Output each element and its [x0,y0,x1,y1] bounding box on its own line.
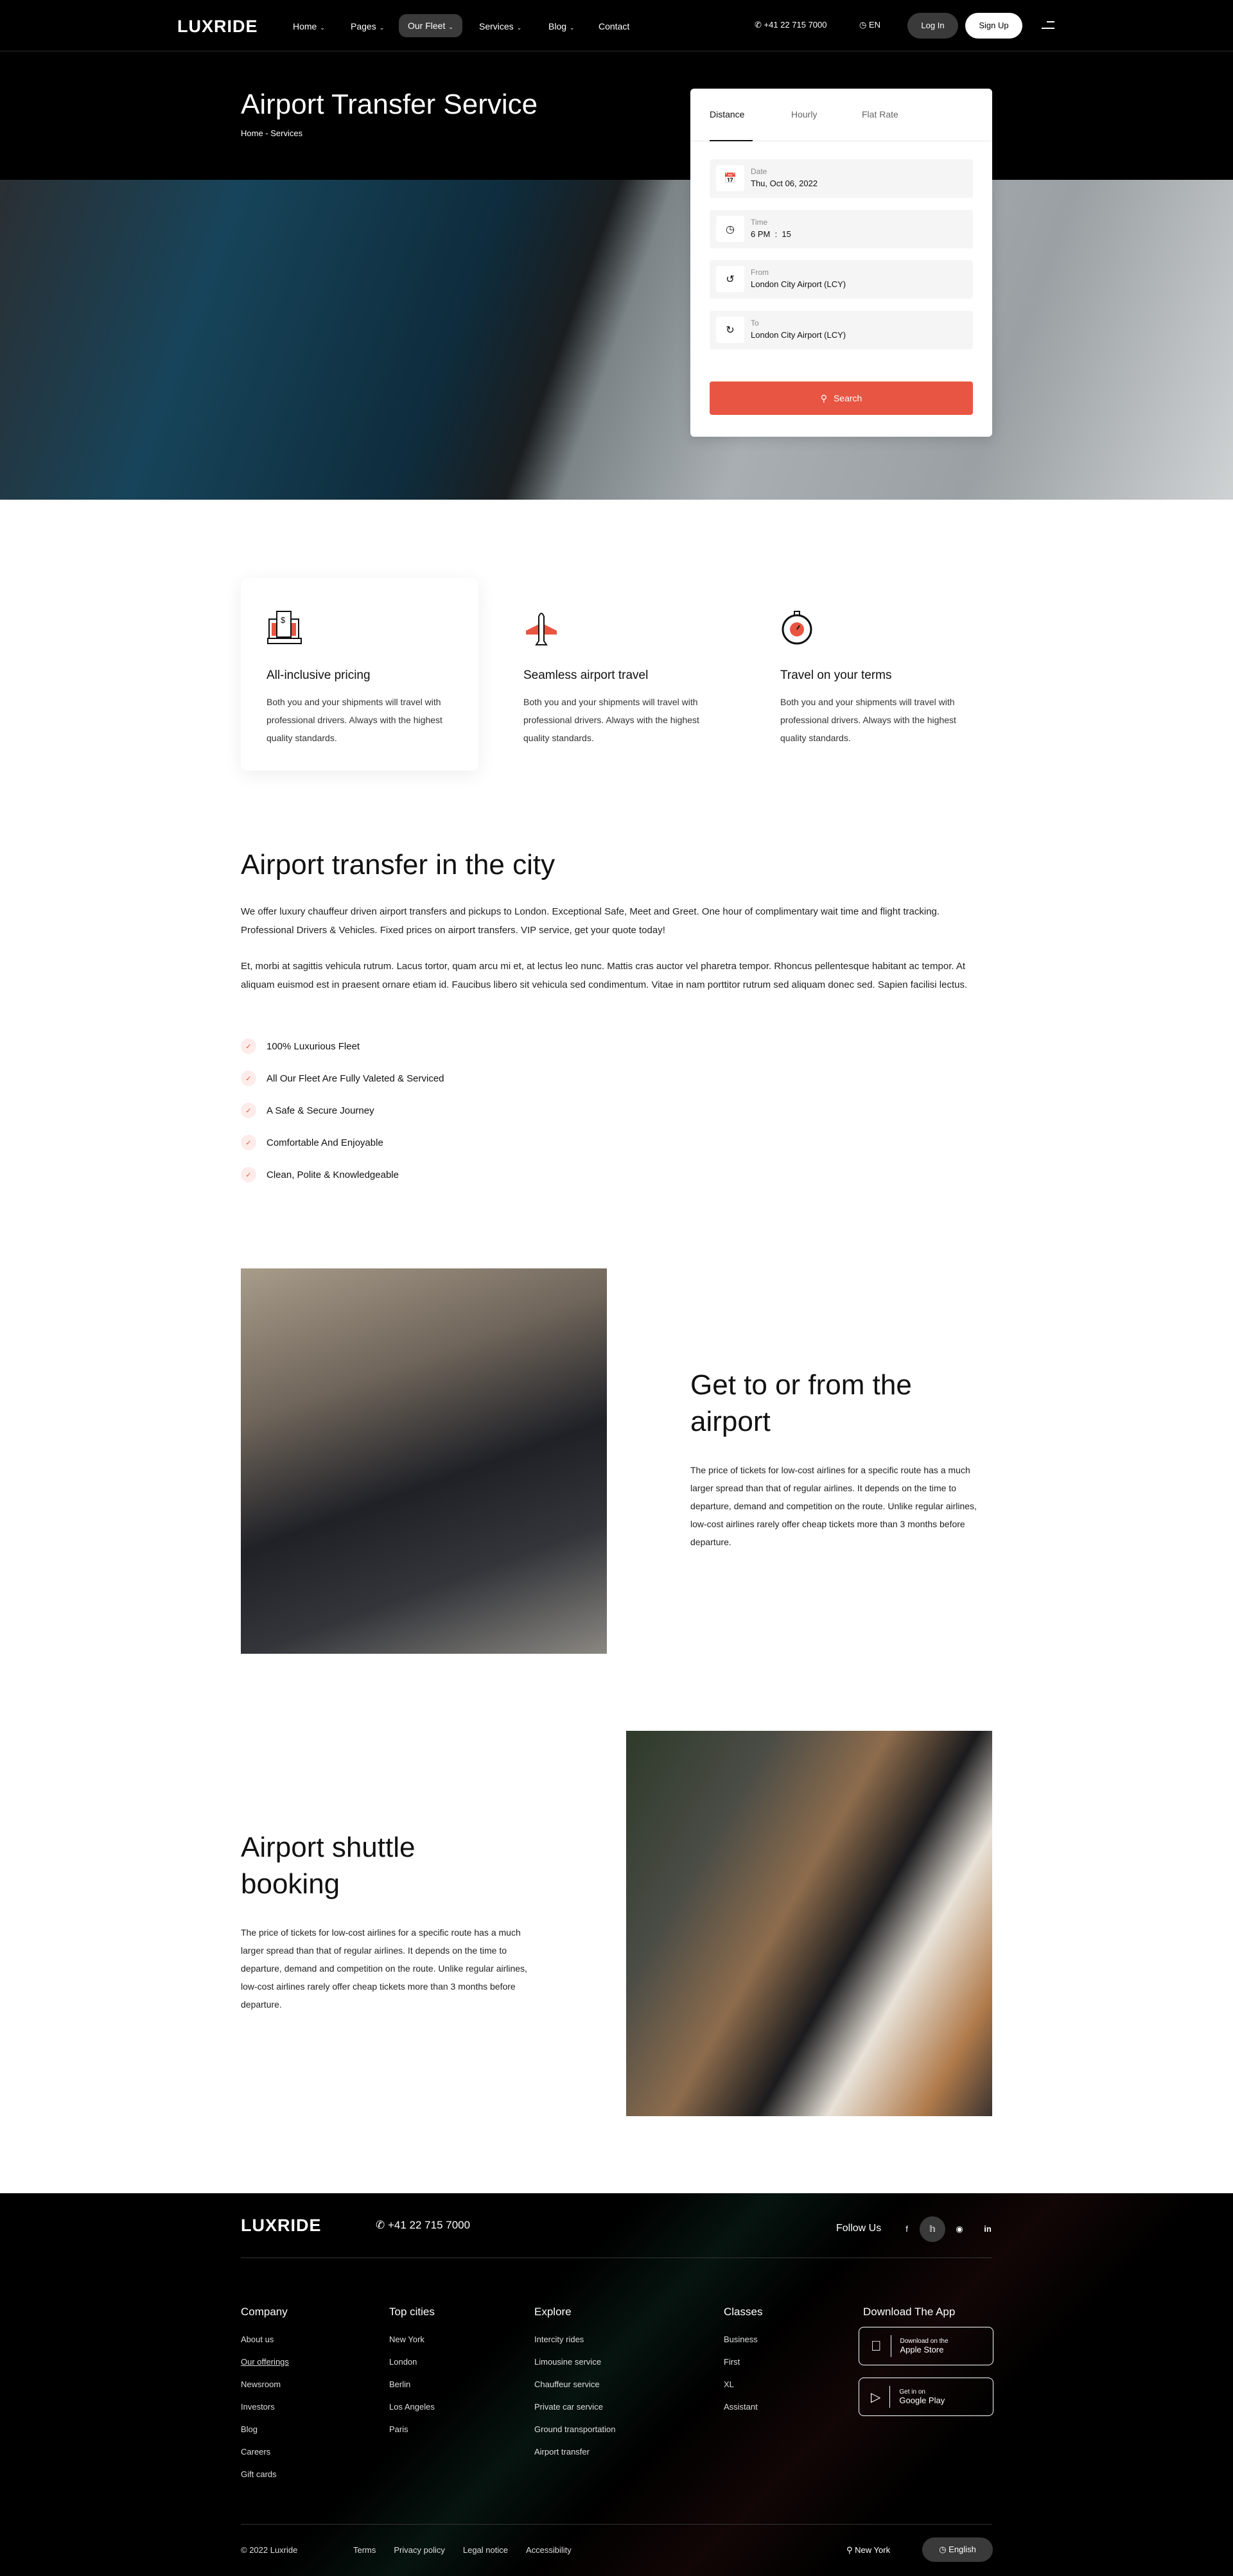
search-icon: ⚲ [820,392,827,403]
hero [0,51,1233,180]
app-small-label: Download on the [889,2338,938,2345]
footer-link[interactable]: Los Angeles [389,2402,435,2412]
footer-link[interactable]: Airport transfer [534,2447,590,2457]
copyright: © 2022 Luxride [241,2545,298,2555]
legal-link[interactable]: Terms [353,2545,376,2555]
footer-col-title: Classes [724,2306,763,2318]
feature-card [241,578,478,771]
page-title: Airport Transfer Service [241,89,538,120]
language-label: EN [868,20,881,30]
check-icon: ✓ [241,1038,256,1054]
twitter-icon[interactable]: 𝕙 [920,2216,945,2242]
check-icon: ✓ [241,1167,256,1182]
clock-icon: ◷ [716,216,744,242]
footer [0,2193,1233,2576]
google-play-button[interactable] [859,2378,993,2416]
footer-links-cities [389,2328,435,2440]
getto-heading: Get to or from the airport [690,1369,912,1438]
language-selector[interactable] [922,2537,993,2562]
nav-label: Pages [351,21,376,31]
list-item-label: 100% Luxurious Fleet [267,1040,360,1052]
location-pin-icon: ⚲ [846,2545,853,2555]
globe-icon: ◷ [859,20,867,30]
menu-icon[interactable] [1042,21,1054,30]
footer-links-classes [724,2328,758,2418]
field-value: London City Airport (LCY) [751,279,846,289]
linkedin-icon[interactable]: in [984,2224,992,2234]
footer-link[interactable]: Limousine service [534,2357,602,2367]
field-label: Date [751,167,767,176]
instagram-icon[interactable]: ◉ [956,2224,963,2234]
from-field[interactable] [710,260,973,299]
field-label: To [751,319,759,328]
footer-link[interactable]: New York [389,2335,424,2344]
tab-flat-rate[interactable]: Flat Rate [862,109,898,119]
nav-home[interactable] [284,19,334,33]
list-item [241,1167,399,1182]
facebook-icon[interactable]: f [905,2224,908,2234]
location-label: New York [855,2545,891,2555]
list-item-label: All Our Fleet Are Fully Valeted & Serviced [267,1073,444,1084]
footer-col-title: Top cities [389,2306,435,2318]
field-label: From [751,268,769,277]
list-item [241,1103,374,1118]
footer-links-explore [534,2328,615,2463]
footer-link[interactable]: Chauffeur service [534,2379,600,2389]
feature-title: All-inclusive pricing [267,669,371,682]
city-paragraph: Et, morbi at sagittis vehicula rutrum. Lacus tortor, quam arcu mi et, at lectus leo nunc. Mattis cras auctor vel pharetra tempor. Rhoncus pellentesque habitant ac tempor. At aliquam euismod est in praesent ornare etiam id. Faucibus libero sit vehicula sed condimentum. Vitae in nam porttitor rutrum sed aliquam donec sed. Sapien facilisi lectus. [241,961,968,990]
phone-number: +41 22 715 7000 [387,2219,471,2231]
active-tab-indicator [710,140,753,141]
nav-label: Blog [548,21,567,31]
calendar-icon: 📅 [716,165,744,191]
footer-link[interactable]: Newsroom [241,2379,281,2389]
nav-services[interactable] [470,19,530,33]
location-selector[interactable] [846,2545,890,2555]
globe-icon: ◷ [939,2545,947,2554]
route-from-icon: ↺ [716,266,744,292]
feature-text: Both you and your shipments will travel with professional drivers. Always with the highest quality standards. [267,697,442,743]
language-switch[interactable] [859,20,880,30]
breadcrumb[interactable]: Home - Services [241,128,303,138]
nav-blog[interactable] [539,19,584,33]
apple-icon [871,2338,882,2354]
search-label: Search [833,393,862,403]
nav-contact[interactable] [590,19,638,33]
footer-link[interactable]: Blog [241,2424,258,2434]
footer-col-title: Explore [534,2306,572,2318]
footer-link[interactable]: Berlin [389,2379,411,2389]
tab-distance[interactable]: Distance [710,109,745,119]
list-item-label: Clean, Polite & Knowledgeable [267,1169,399,1180]
search-button[interactable] [710,381,973,415]
phone-number: +41 22 715 7000 [764,20,827,30]
tab-hourly[interactable]: Hourly [791,109,818,119]
footer-link[interactable]: First [724,2357,740,2367]
apple-store-button[interactable] [859,2327,993,2365]
legal-link[interactable]: Legal notice [462,2545,508,2555]
app-small-label: Get in on [899,2388,925,2396]
hero-image [0,180,1233,500]
phone-icon: ✆ [755,20,762,30]
footer-logo[interactable]: LUXRIDE [241,2216,322,2235]
feature-text: Both you and your shipments will travel with professional drivers. Always with the highest quality standards. [523,697,699,743]
time-field[interactable] [710,210,973,249]
footer-link[interactable]: Careers [241,2447,271,2457]
chevron-down-icon: ⌄ [516,24,522,31]
app-big-label: Google Play [899,2396,945,2405]
footer-divider [241,2257,992,2258]
city-paragraph: We offer luxury chauffeur driven airport transfers and pickups to London. Exceptional Safe, Meet and Greet. One hour of complimentary wait time and flight tracking. Professional Drivers & Vehicles. Fixed prices on airport transfers. VIP service, get your quote today! [241,906,940,936]
booking-form [690,89,992,437]
app-big-label: Apple Store [889,2345,933,2354]
footer-link[interactable]: London [389,2357,417,2367]
nav-label: Services [479,21,514,31]
airplane-icon [523,610,559,646]
footer-link[interactable]: Our offerings [241,2357,289,2367]
phone-icon: ✆ [376,2219,385,2231]
nav-pages[interactable] [342,19,393,33]
feature-title: Travel on your terms [780,669,892,682]
list-item [241,1038,360,1054]
footer-link[interactable]: Ground transportation [534,2424,616,2434]
footer-link[interactable]: Business [724,2335,758,2344]
list-item [241,1135,383,1150]
field-label: Time [751,218,768,227]
chevron-down-icon: ⌄ [448,24,453,30]
login-button[interactable]: Log In [907,13,958,39]
phone-link[interactable] [755,20,827,30]
follow-us-label: Follow Us [836,2223,882,2234]
feature-card [498,578,735,771]
list-item-label: A Safe & Secure Journey [267,1105,374,1116]
chauffeur-car-image [241,1268,607,1654]
footer-link[interactable]: About us [241,2335,274,2344]
getto-text: The price of tickets for low-cost airlines for a specific route has a much larger spread than that of regular airlines. It depends on the time to departure, demand and competition on the route. Unlike regular airlines, low-cost airlines rarely offer cheap tickets more than 3 months before departure. [690,1465,977,1547]
list-item [241,1071,444,1086]
route-to-icon: ↻ [716,317,744,343]
footer-bottom-divider [241,2524,992,2525]
nav-label: Home [293,21,317,31]
logo[interactable]: LUXRIDE [177,17,258,36]
stopwatch-icon [780,610,816,646]
feature-text: Both you and your shipments will travel with professional drivers. Always with the highest quality standards. [780,697,956,743]
footer-phone[interactable] [376,2219,470,2232]
check-icon: ✓ [241,1071,256,1086]
field-value: London City Airport (LCY) [751,330,846,340]
nav-label: Our Fleet [408,21,446,31]
top-nav [0,0,1233,51]
nav-label: Contact [599,21,630,31]
pricing-icon [267,610,302,646]
date-field[interactable] [710,159,973,198]
footer-link[interactable]: XL [724,2379,734,2389]
footer-col-title: Download The App [863,2306,956,2318]
field-value: Thu, Oct 06, 2022 [751,179,818,188]
footer-col-title: Company [241,2306,288,2318]
language-label: English [949,2545,976,2554]
footer-link[interactable]: Paris [389,2424,408,2434]
svg-text:$: $ [281,615,286,625]
legal-link[interactable]: Privacy policy [394,2545,445,2555]
legal-link[interactable]: Accessibility [525,2545,572,2555]
footer-link[interactable]: Private car service [534,2402,603,2412]
nav-our-fleet[interactable] [399,14,462,37]
check-icon: ✓ [241,1103,256,1118]
feature-card [755,578,992,771]
feature-title: Seamless airport travel [523,669,649,682]
footer-link[interactable]: Assistant [724,2402,758,2412]
signup-button[interactable]: Sign Up [965,13,1022,39]
to-field[interactable] [710,311,973,349]
chevron-down-icon: ⌄ [320,24,325,31]
shuttle-text: The price of tickets for low-cost airlines for a specific route has a much larger spread than that of regular airlines. It depends on the time to departure, demand and competition on the route. Unlike regular airlines, low-cost airlines rarely offer cheap tickets more than 3 months before departure. [241,1927,527,2010]
google-play-icon: ▷ [871,2390,881,2405]
footer-links-company [241,2328,289,2485]
footer-link[interactable]: Intercity rides [534,2335,584,2344]
chevron-down-icon: ⌄ [570,24,575,31]
legal-links [353,2545,572,2555]
check-icon: ✓ [241,1135,256,1150]
footer-link[interactable]: Gift cards [241,2469,277,2479]
list-item-label: Comfortable And Enjoyable [267,1137,383,1148]
passenger-image [626,1731,992,2116]
city-heading: Airport transfer in the city [241,849,555,881]
chevron-down-icon: ⌄ [379,24,385,31]
footer-link[interactable]: Investors [241,2402,275,2412]
shuttle-heading: Airport shuttle booking [241,1832,415,1900]
field-value: 6 PM : 15 [751,229,791,239]
